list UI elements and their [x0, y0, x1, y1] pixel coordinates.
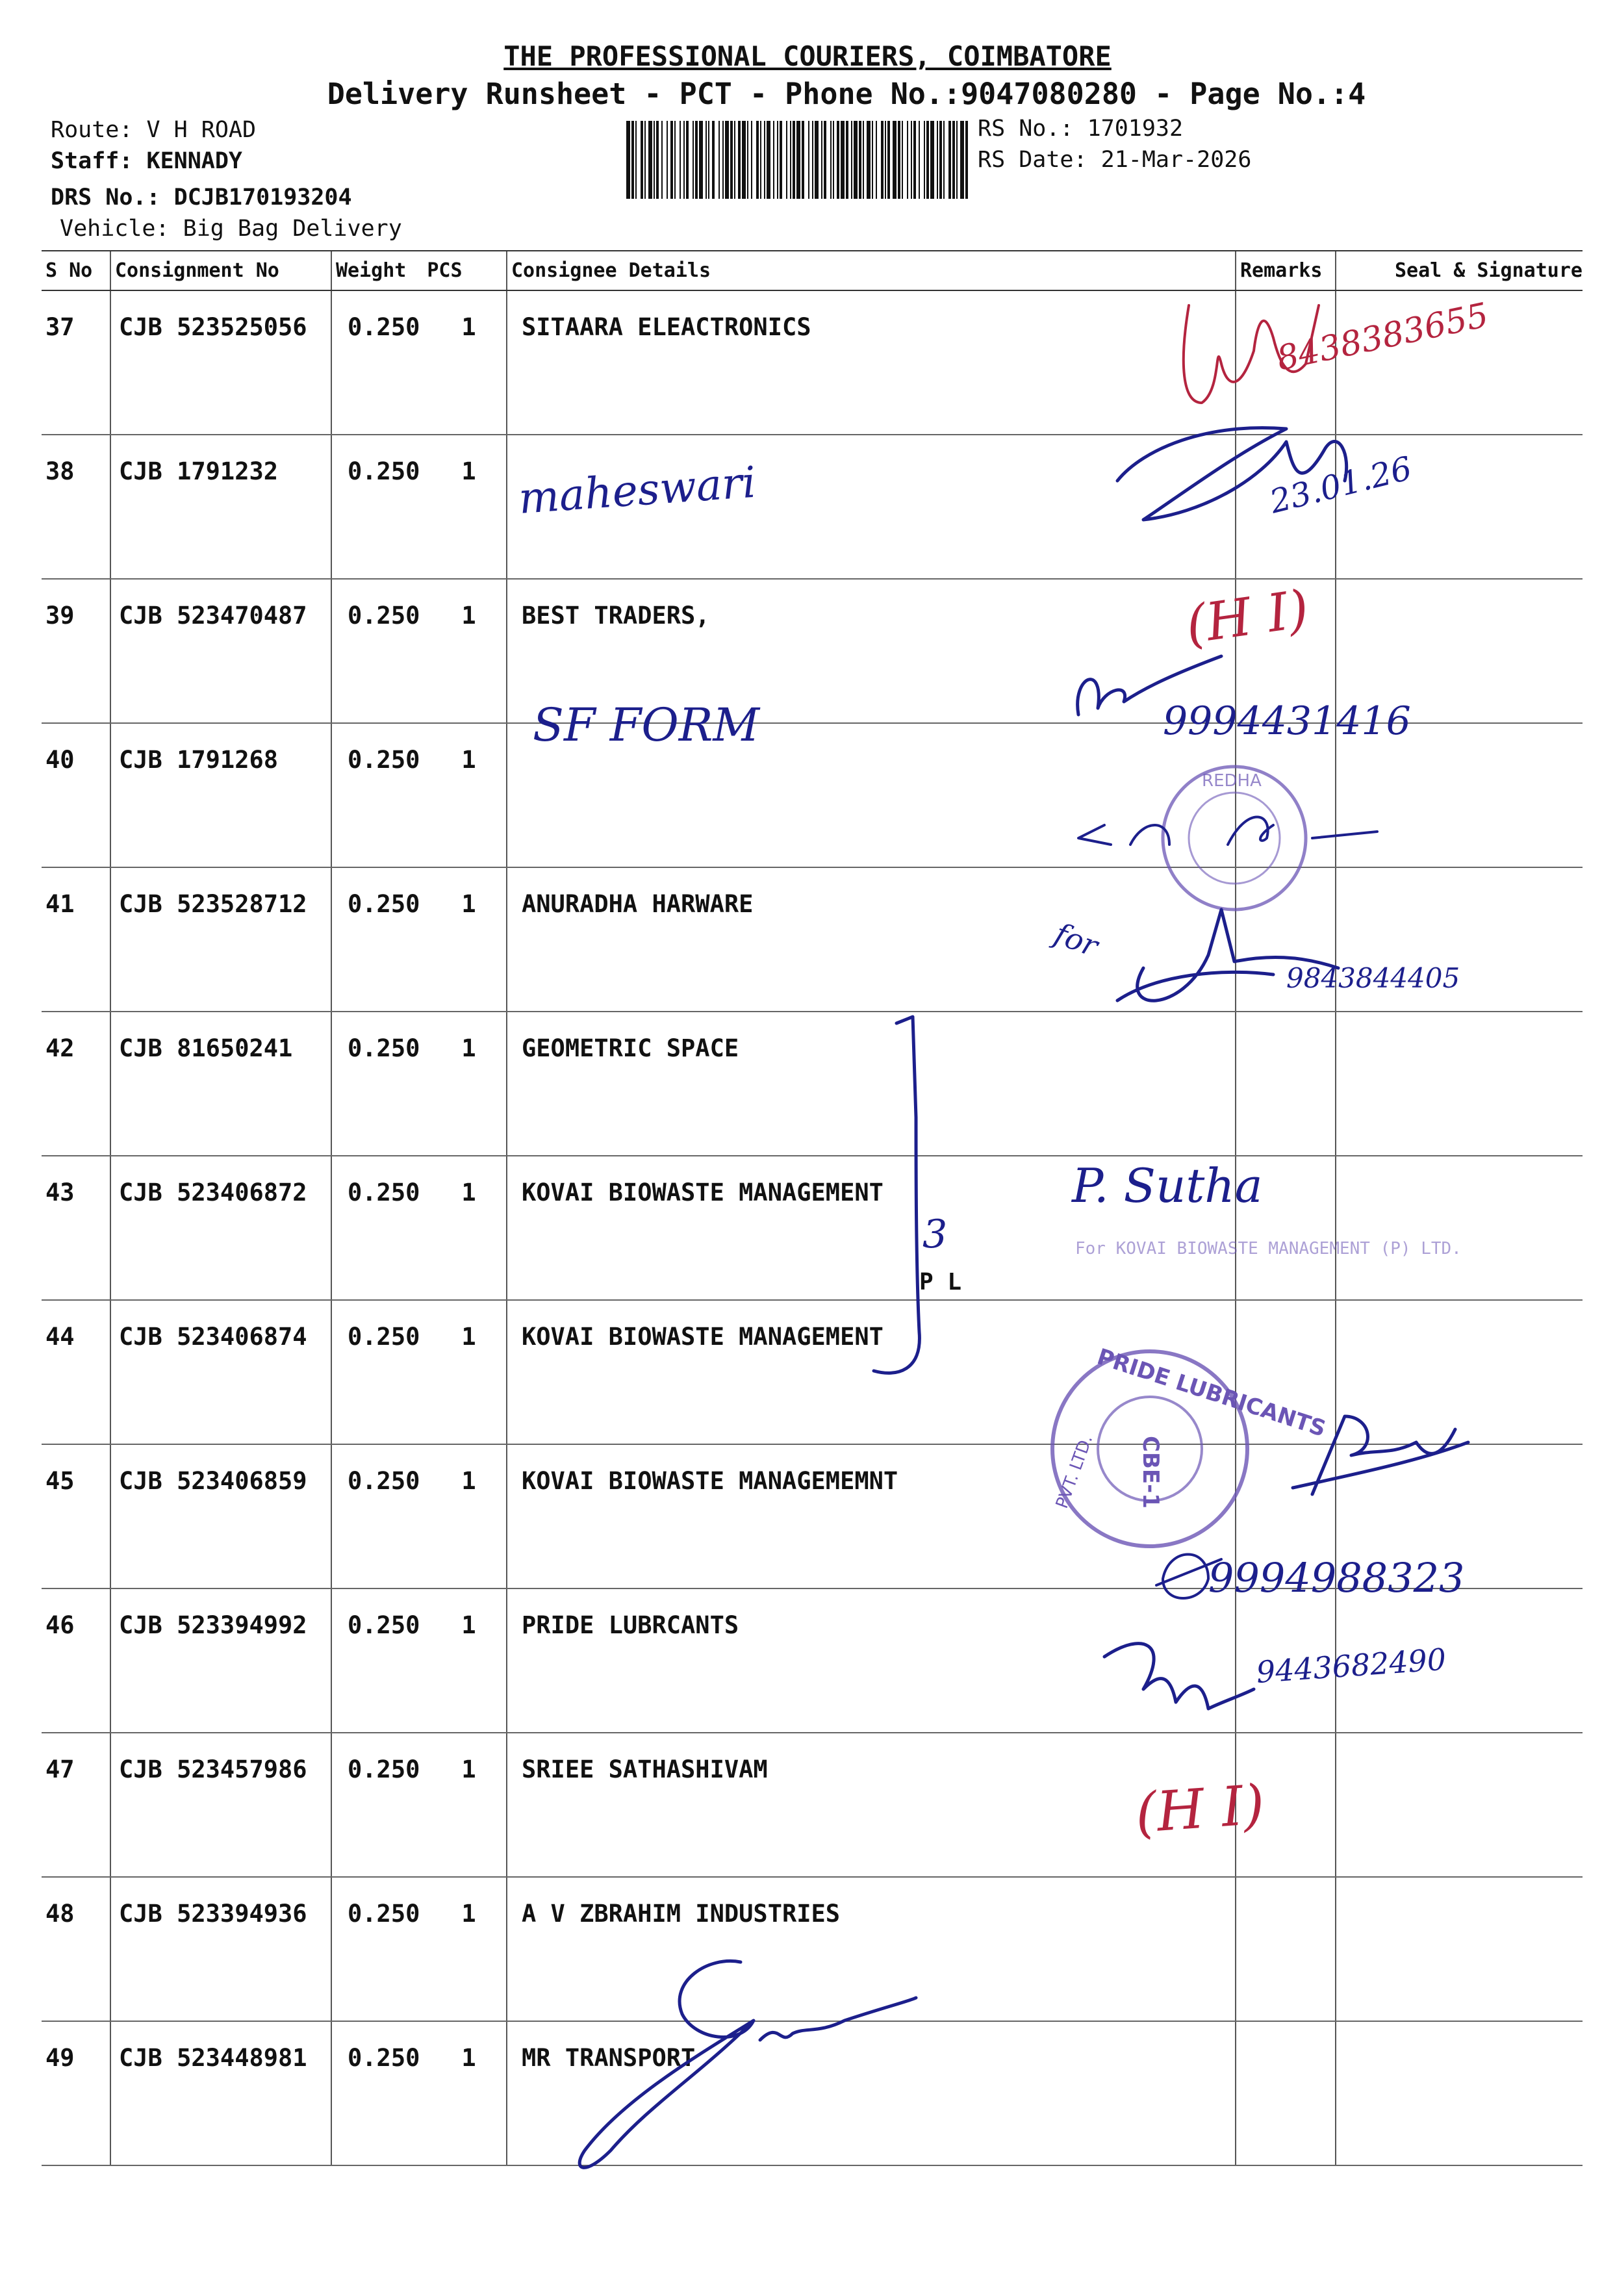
stamp-row-46-top: PRIDE LUBRICANTS: [1093, 1344, 1329, 1442]
barcode-bar: [867, 121, 871, 199]
barcode-bar: [751, 121, 752, 199]
barcode-bar: [881, 121, 884, 199]
weight-pcs-cell: [331, 1012, 507, 1156]
barcode-bar: [893, 121, 897, 199]
pcs-value: 1: [461, 890, 476, 918]
barcode-bar: [821, 121, 822, 199]
drs-number: DRS No.: DCJB170193204: [51, 185, 352, 210]
note-row-45: 3: [922, 1212, 948, 1257]
stamp-row-41-text: REDHA: [1202, 771, 1262, 791]
barcode-bar: [885, 121, 886, 199]
barcode-bar: [626, 121, 630, 199]
sno-cell: 48: [42, 1877, 110, 2021]
consignment-cell: CJB 523525056: [110, 290, 331, 435]
col-pcs: PCS: [427, 259, 463, 282]
barcode-bar: [837, 121, 839, 199]
barcode-bar: [815, 121, 819, 199]
weight-value: 0.250: [348, 602, 420, 630]
vehicle-label: Vehicle: Big Bag Delivery: [60, 216, 402, 242]
barcode-bar: [738, 121, 741, 199]
sno-cell: 38: [42, 435, 110, 579]
consignee-cell: SRIEE SATHASHIVAM: [507, 1733, 1236, 1877]
consignment-cell: CJB 523470487: [110, 579, 331, 723]
barcode-bar: [948, 121, 951, 199]
rs-date: RS Date: 21-Mar-2026: [978, 147, 1252, 173]
barcode-bar: [939, 121, 942, 199]
weight-value: 0.250: [348, 313, 420, 341]
barcode-bar: [913, 121, 916, 199]
barcode-bar: [725, 121, 729, 199]
weight-pcs-cell: [331, 1877, 507, 2021]
barcode-bar: [635, 121, 637, 199]
consignee-cell: A V ZBRAHIM INDUSTRIES: [507, 1877, 1236, 2021]
barcode-bar: [734, 121, 735, 199]
weight-pcs-cell: [331, 1156, 507, 1300]
consignment-cell: CJB 523406872: [110, 1156, 331, 1300]
route-label: Route: V H ROAD: [51, 117, 257, 143]
weight-value: 0.250: [348, 2044, 420, 2072]
barcode-bar: [930, 121, 934, 199]
weight-pcs-cell: [331, 1444, 507, 1588]
barcode-bar: [648, 121, 652, 199]
consignee-cell: MR TRANSPORT: [507, 2021, 1236, 2165]
pcs-value: 1: [461, 313, 476, 341]
consignment-cell: CJB 523394992: [110, 1588, 331, 1733]
weight-value: 0.250: [348, 1900, 420, 1928]
company-title: THE PROFESSIONAL COURIERS, COIMBATORE: [503, 40, 1112, 72]
pcs-value: 1: [461, 1900, 476, 1928]
consignment-cell: CJB 523457986: [110, 1733, 331, 1877]
barcode-bar: [887, 121, 890, 199]
seal-signature-cell: [1336, 579, 1583, 723]
pcs-value: 1: [461, 2044, 476, 2072]
date-row-38: 23.01.26: [1265, 449, 1416, 521]
table-row: [42, 1156, 1583, 1300]
barcode-bar: [824, 121, 826, 199]
remarks-cell: [1236, 579, 1336, 723]
sno-cell: 44: [42, 1300, 110, 1444]
sno-cell: 43: [42, 1156, 110, 1300]
consignment-cell: CJB 81650241: [110, 1012, 331, 1156]
sno-cell: 40: [42, 723, 110, 867]
col-seal-signature: Seal & Signature: [1336, 251, 1583, 290]
consignee-cell: KOVAI BIOWASTE MANAGEMENT: [507, 1156, 1236, 1300]
seal-signature-cell: [1336, 1156, 1583, 1300]
table-row: [42, 290, 1583, 435]
barcode-bar: [718, 121, 720, 199]
weight-value: 0.250: [348, 1467, 420, 1495]
name-row-40: SF FORM: [533, 698, 760, 752]
barcode-bar: [683, 121, 685, 199]
pcs-value: 1: [461, 457, 476, 485]
consignment-cell: CJB 523406874: [110, 1300, 331, 1444]
barcode-bar: [854, 121, 858, 199]
table-row: [42, 1733, 1583, 1877]
consignee-cell: KOVAI BIOWASTE MANAGEMENT: [507, 1300, 1236, 1444]
consignee-cell: KOVAI BIOWASTE MANAGEMEMNT: [507, 1444, 1236, 1588]
barcode-bar: [846, 121, 848, 199]
weight-pcs-cell: [331, 867, 507, 1012]
runsheet-subtitle: Delivery Runsheet - PCT - Phone No.:9047080280 - Page No.:4: [327, 77, 1366, 111]
table-row: [42, 2021, 1583, 2165]
consignee-cell: ANURADHA HARWARE: [507, 867, 1236, 1012]
remarks-cell: [1236, 2021, 1336, 2165]
barcode-bar: [641, 121, 643, 199]
remarks-cell: [1236, 1877, 1336, 2021]
barcode-bar: [670, 121, 673, 199]
barcode-bar: [686, 121, 689, 199]
consignee-cell: SITAARA ELEACTRONICS: [507, 290, 1236, 435]
remarks-cell: [1236, 435, 1336, 579]
barcode-bar: [841, 121, 845, 199]
weight-pcs-cell: [331, 1588, 507, 1733]
remarks-cell: [1236, 1444, 1336, 1588]
pcs-value: 1: [461, 1755, 476, 1783]
barcode-bar: [812, 121, 813, 199]
barcode-bar: [926, 121, 929, 199]
consignee-cell: BEST TRADERS,: [507, 579, 1236, 723]
barcode-bar: [680, 121, 681, 199]
barcode-bar: [796, 121, 800, 199]
sno-cell: 39: [42, 579, 110, 723]
for-row-42: for: [1050, 915, 1103, 964]
seal-signature-cell: [1336, 2021, 1583, 2165]
barcode-bar: [808, 121, 809, 199]
col-consignee: Consignee Details: [507, 251, 1236, 290]
weight-value: 0.250: [348, 1755, 420, 1783]
barcode-bar: [956, 121, 958, 199]
barcode-bar: [674, 121, 676, 199]
barcode-bar: [773, 121, 774, 199]
weight-value: 0.250: [348, 746, 420, 774]
stamp-row-46-mid: CBE-1: [1138, 1436, 1164, 1509]
remarks-cell: [1236, 1733, 1336, 1877]
barcode-bar: [767, 121, 770, 199]
weight-pcs-cell: [331, 435, 507, 579]
consignment-cell: CJB 523394936: [110, 1877, 331, 2021]
remarks-cell: [1236, 723, 1336, 867]
stamp-row-44: For KOVAI BIOWASTE MANAGEMENT (P) LTD.: [1075, 1239, 1462, 1258]
barcode-bar: [780, 121, 782, 199]
remarks-cell: [1236, 1012, 1336, 1156]
consignee-cell: [507, 435, 1236, 579]
weight-pcs-cell: [331, 1300, 507, 1444]
remarks-cell: [1236, 1588, 1336, 1733]
table-row: [42, 723, 1583, 867]
barcode-bar: [902, 121, 903, 199]
runsheet-table: [42, 250, 1583, 2166]
remarks-cell: [1236, 1156, 1336, 1300]
barcode-bar: [965, 121, 968, 199]
name-row-44: P. Sutha: [1072, 1158, 1263, 1213]
pcs-value: 1: [461, 1034, 476, 1062]
barcode-bar: [907, 121, 908, 199]
col-weight: Weight: [336, 259, 407, 282]
mark-row-39: (H I): [1182, 578, 1313, 656]
table-header-row: [42, 251, 1583, 290]
barcode-bar: [693, 121, 694, 199]
barcode-bar: [747, 121, 748, 199]
barcode-bar: [786, 121, 787, 199]
weight-value: 0.250: [348, 457, 420, 485]
barcode-bar: [661, 121, 663, 199]
barcode-bar: [706, 121, 707, 199]
barcode-bar: [695, 121, 698, 199]
sno-cell: 42: [42, 1012, 110, 1156]
barcode-bar: [764, 121, 765, 199]
table-row: [42, 435, 1583, 579]
seal-signature-cell: [1336, 1733, 1583, 1877]
seal-signature-cell: [1336, 1877, 1583, 2021]
barcode-bar: [952, 121, 955, 199]
staff-label: Staff: KENNADY: [51, 148, 243, 174]
table-row: [42, 1444, 1583, 1588]
col-sno: S No: [42, 251, 110, 290]
consignment-cell: CJB 523448981: [110, 2021, 331, 2165]
seal-signature-cell: [1336, 723, 1583, 867]
seal-signature-cell: [1336, 435, 1583, 579]
name-row-38: maheswari: [516, 457, 758, 524]
col-consignment: Consignment No: [110, 251, 331, 290]
barcode-bar: [699, 121, 703, 199]
seal-signature-cell: [1336, 1444, 1583, 1588]
barcode-bar: [644, 121, 646, 199]
weight-value: 0.250: [348, 1034, 420, 1062]
barcode-bar: [756, 121, 759, 199]
weight-pcs-cell: [331, 723, 507, 867]
table-row: [42, 1300, 1583, 1444]
remarks-cell: [1236, 867, 1336, 1012]
barcode-bar: [833, 121, 834, 199]
consignment-cell: CJB 523406859: [110, 1444, 331, 1588]
table-row: [42, 579, 1583, 723]
mark-row-49: (H I): [1133, 1772, 1267, 1845]
consignment-cell: CJB 523528712: [110, 867, 331, 1012]
stamp-row-46-side: PVT. LTD.: [1052, 1432, 1097, 1511]
table-row: [42, 867, 1583, 1012]
barcode-bar: [793, 121, 795, 199]
seal-signature-cell: [1336, 1588, 1583, 1733]
col-weight-pcs: [331, 251, 507, 290]
barcode-bar: [802, 121, 804, 199]
barcode-bar: [960, 121, 964, 199]
barcode-bar: [919, 121, 920, 199]
consignee-cell: [507, 723, 1236, 867]
remarks-cell: [1236, 1300, 1336, 1444]
barcode-bar: [937, 121, 938, 199]
sno-cell: 47: [42, 1733, 110, 1877]
consignee-cell: GEOMETRIC SPACE: [507, 1012, 1236, 1156]
pcs-value: 1: [461, 1611, 476, 1639]
weight-value: 0.250: [348, 890, 420, 918]
barcode-bar: [712, 121, 715, 199]
rs-number: RS No.: 1701932: [978, 116, 1184, 142]
pcs-value: 1: [461, 1467, 476, 1495]
phone-row-40: 9994431416: [1163, 698, 1411, 744]
weight-pcs-cell: [331, 579, 507, 723]
sno-cell: 46: [42, 1588, 110, 1733]
pcs-value: 1: [461, 602, 476, 630]
seal-signature-cell: [1336, 867, 1583, 1012]
barcode-bar: [872, 121, 873, 199]
barcode-bar: [667, 121, 668, 199]
barcode-bar: [654, 121, 655, 199]
barcode-bar: [876, 121, 877, 199]
barcode-bar: [656, 121, 659, 199]
barcode-bar: [742, 121, 746, 199]
barcode-bar: [863, 121, 864, 199]
weight-pcs-cell: [331, 1733, 507, 1877]
sno-cell: 41: [42, 867, 110, 1012]
barcode-bar: [790, 121, 791, 199]
barcode-bar: [830, 121, 832, 199]
consignment-cell: CJB 1791232: [110, 435, 331, 579]
barcode-bar: [911, 121, 912, 199]
barcode-bar: [943, 121, 945, 199]
weight-pcs-cell: [331, 2021, 507, 2165]
weight-value: 0.250: [348, 1323, 420, 1351]
barcode-bar: [898, 121, 900, 199]
phone-row-42: 9843844405: [1286, 962, 1460, 994]
sno-cell: 45: [42, 1444, 110, 1588]
barcode-bar: [851, 121, 852, 199]
seal-signature-cell: [1336, 1012, 1583, 1156]
barcode-bar: [924, 121, 925, 199]
consignee-cell: PRIDE LUBRCANTS: [507, 1588, 1236, 1733]
remarks-cell: [1236, 290, 1336, 435]
barcode: [625, 121, 973, 199]
weight-pcs-cell: [331, 290, 507, 435]
barcode-bar: [859, 121, 861, 199]
sno-cell: 37: [42, 290, 110, 435]
pcs-value: 1: [461, 1323, 476, 1351]
table-row: [42, 1877, 1583, 2021]
table-row: [42, 1588, 1583, 1733]
pcs-value: 1: [461, 746, 476, 774]
barcode-bar: [708, 121, 709, 199]
barcode-bar: [730, 121, 733, 199]
barcode-bar: [777, 121, 778, 199]
col-remarks: Remarks: [1236, 251, 1336, 290]
seal-signature-cell: [1336, 290, 1583, 435]
consignment-cell: CJB 1791268: [110, 723, 331, 867]
phone-row-37: 8438383655: [1273, 296, 1492, 379]
table-row: [42, 1012, 1583, 1156]
weight-value: 0.250: [348, 1179, 420, 1206]
phone-row-48: 9443682490: [1255, 1641, 1447, 1690]
seal-signature-cell: [1336, 1300, 1583, 1444]
barcode-bar: [722, 121, 724, 199]
barcode-bar: [760, 121, 761, 199]
weight-value: 0.250: [348, 1611, 420, 1639]
pl-row-45: P L: [919, 1269, 962, 1295]
phone-row-47: 9994988323: [1208, 1554, 1465, 1601]
pcs-value: 1: [461, 1179, 476, 1206]
barcode-bar: [631, 121, 634, 199]
sno-cell: 49: [42, 2021, 110, 2165]
